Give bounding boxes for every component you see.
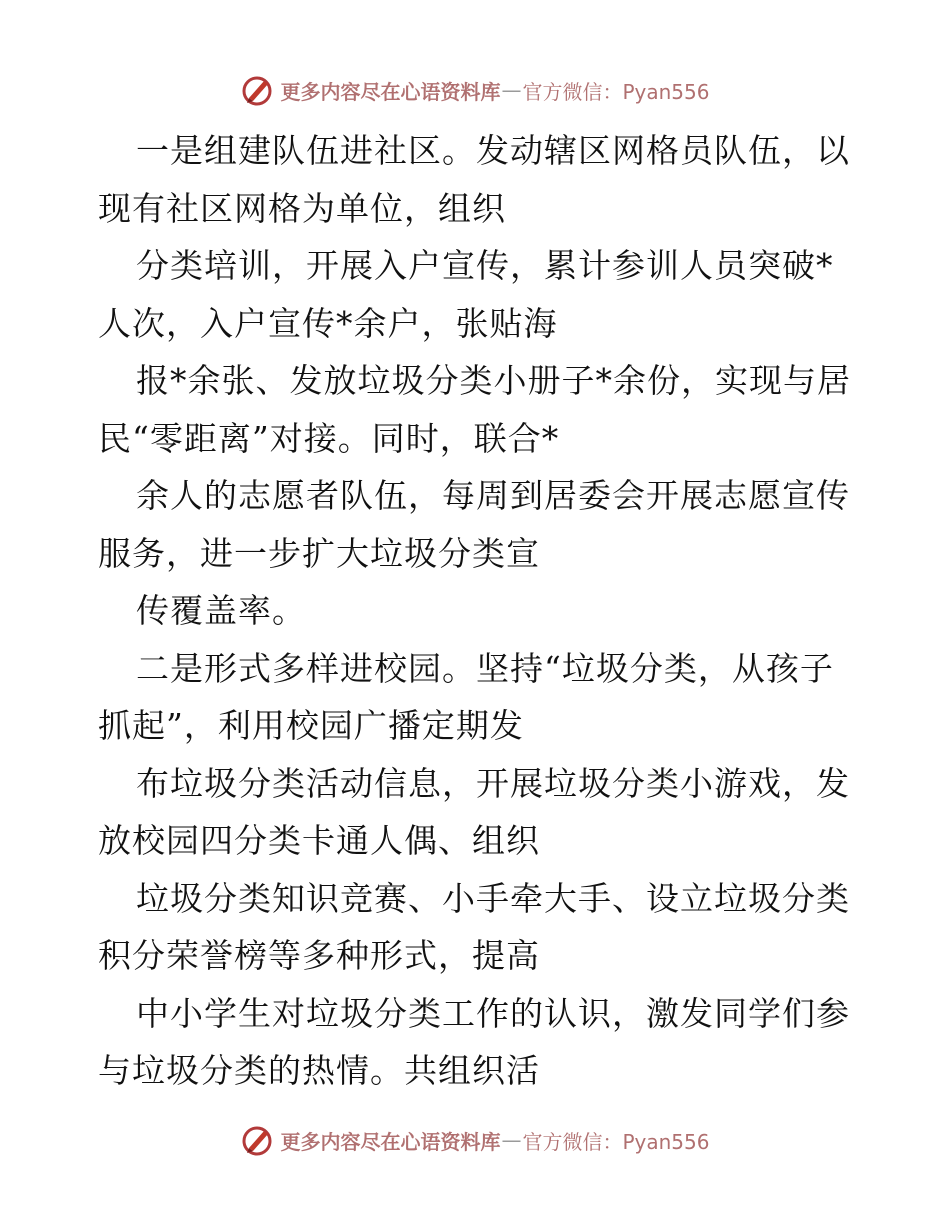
body-line: 现有社区网格为单位，组织 [98, 188, 506, 228]
body-line: 分类培训，开展入户宣传，累计参训人员突破* [136, 246, 834, 285]
body-line: 放校园四分类卡通人偶、组织 [98, 821, 540, 860]
body-line: 人次，入户宣传*余户，张贴海 [98, 303, 558, 343]
body-line: 报*余张、发放垃圾分类小册子*余份，实现与居 [136, 361, 851, 400]
body-line: 二是形式多样进校园。坚持“垃圾分类，从孩子 [136, 648, 834, 688]
watermark-text: 更多内容尽在心语资料库 [280, 79, 501, 104]
footer-watermark [0, 1120, 950, 1160]
watermark-text: 更多内容尽在心语资料库 [280, 1129, 501, 1154]
body-line: 一是组建队伍进社区。发动辖区网格员队伍，以 [136, 131, 850, 170]
pen-circle-icon [240, 73, 274, 107]
body-line: 垃圾分类知识竞赛、小手牵大手、设立垃圾分类 [136, 878, 850, 918]
body-line: 服务，进一步扩大垃圾分类宣 [98, 533, 540, 573]
document-body [98, 122, 858, 1100]
header-watermark [0, 70, 950, 110]
pen-circle-icon [240, 1123, 274, 1157]
watermark-contact: 官方微信：Pyan556 [522, 1129, 710, 1154]
body-line: 中小学生对垃圾分类工作的认识，激发同学们参 [136, 993, 850, 1033]
watermark-dash: — [501, 1128, 522, 1152]
body-line: 余人的志愿者队伍，每周到居委会开展志愿宣传 [136, 476, 850, 515]
body-line: 与垃圾分类的热情。共组织活 [98, 1051, 540, 1090]
body-line: 民“零距离”对接。同时，联合* [98, 418, 560, 458]
body-line: 布垃圾分类活动信息，开展垃圾分类小游戏，发 [136, 763, 850, 803]
watermark-dash: — [501, 78, 522, 102]
watermark-contact: 官方微信：Pyan556 [522, 79, 710, 104]
body-line: 积分荣誉榜等多种形式，提高 [98, 936, 540, 975]
body-line: 抓起”，利用校园广播定期发 [98, 706, 524, 745]
body-line: 传覆盖率。 [136, 591, 306, 630]
